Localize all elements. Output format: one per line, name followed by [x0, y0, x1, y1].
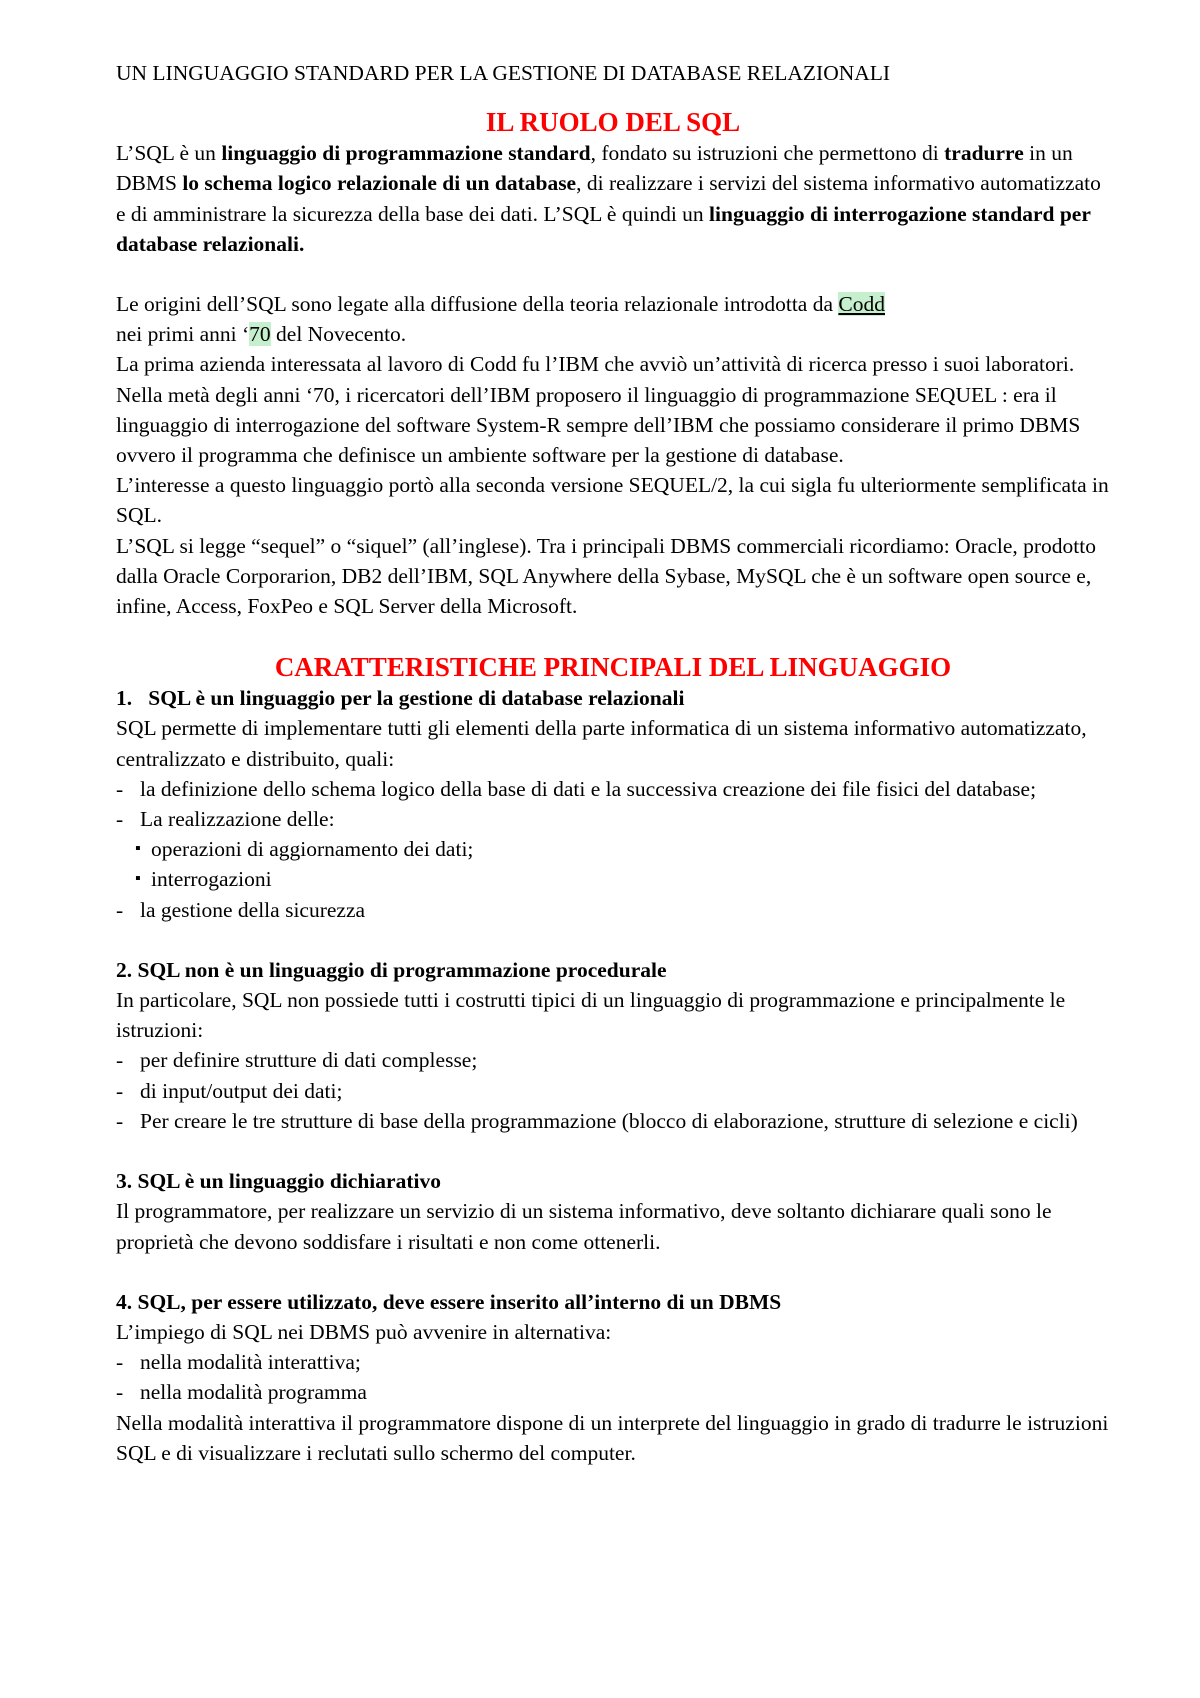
feature-1-sublist	[116, 834, 1110, 894]
paragraph-gap	[116, 1136, 1110, 1166]
list-item: - nella modalità interattiva;	[116, 1347, 1110, 1377]
list-item: - per definire strutture di dati complesse;	[116, 1045, 1110, 1075]
paragraph-gap	[116, 1257, 1110, 1287]
highlighted-codd: Codd	[838, 292, 885, 317]
feature-2-title: 2. SQL non è un linguaggio di programmazione procedurale	[116, 957, 667, 982]
feature-2-text: In particolare, SQL non possiede tutti i costrutti tipici di un linguaggio di programmazione e principalmente le istruzioni:	[116, 988, 1066, 1043]
feature-1-title: 1. SQL è un linguaggio per la gestione di database relazionali	[116, 686, 685, 711]
feature-4-title: 4. SQL, per essere utilizzato, deve essere inserito all’interno di un DBMS	[116, 1289, 782, 1314]
paragraph-gap	[116, 259, 1110, 289]
feature-3-title: 3. SQL è un linguaggio dichiarativo	[116, 1169, 441, 1194]
list-item: - la gestione della sicurezza	[116, 895, 1110, 925]
paragraph-gap	[116, 925, 1110, 955]
feature-1-text: SQL permette di implementare tutti gli elementi della parte informatica di un sistema informativo automatizzato, centralizzato e distribuito, quali:	[116, 716, 1087, 771]
list-item: - La realizzazione delle:	[116, 804, 1110, 834]
section-heading-ruolo: IL RUOLO DEL SQL	[485, 107, 741, 138]
section-heading-caratteristiche: CARATTERISTICHE PRINCIPALI DEL LINGUAGGIO	[274, 652, 952, 683]
sublist-item: ▪ interrogazioni	[135, 864, 1110, 894]
sublist-item: ▪ operazioni di aggiornamento dei dati;	[135, 834, 1110, 864]
feature-3-text: Il programmatore, per realizzare un servizio di un sistema informativo, deve soltanto dichiarare quali sono le proprietà che devono soddisfare i risultati e non come ottenerli.	[116, 1199, 1052, 1254]
bold-phrase: linguaggio di interrogazione standard per database relazionali.	[116, 201, 1091, 256]
bold-phrase: tradurre	[944, 141, 1024, 166]
feature-4-list	[116, 1347, 1110, 1407]
bold-phrase: lo schema logico relazionale di un database	[182, 171, 577, 196]
feature-2-list	[116, 1045, 1110, 1136]
highlighted-70: 70	[249, 322, 271, 347]
ibm-paragraph: La prima azienda interessata al lavoro di Codd fu l’IBM che avviò un’attività di ricerca presso i suoi laboratori.	[116, 352, 1075, 377]
list-item: - Per creare le tre strutture di base della programmazione (blocco di elaborazione, strutture di selezione e cicli)	[116, 1106, 1110, 1136]
list-item: - la definizione dello schema logico della base di dati e la successiva creazione dei file fisici del database;	[116, 774, 1110, 804]
dbms-paragraph: L’SQL si legge “sequel” o “siquel” (all’inglese). Tra i principali DBMS commerciali ricordiamo: Oracle, prodotto dalla Oracle Corporarion, DB2 dell’IBM, SQL Anywhere della Sybase, MySQL che è un software open source e, infine, Access, FoxPeo e SQL Server della Microsoft.	[116, 533, 1096, 619]
origins-paragraph: Le origini dell’SQL sono legate alla diffusione della teoria relazionale introdotta da Codd nei primi anni ‘70 del Novecento.	[116, 292, 885, 347]
intro-paragraph: L’SQL è un linguaggio di programmazione standard, fondato su istruzioni che permettono di tradurre in un DBMS lo schema logico relazionale di un database, di realizzare i servizi del sistema informativo automatizzato e di amministrare la sicurezza della base dei dati. L’SQL è quindi un linguaggio di interrogazione standard per database relazionali.	[116, 141, 1101, 256]
feature-4-text2: Nella modalità interattiva il programmatore dispone di un interprete del linguaggio in grado di tradurre le istruzioni SQL e di visualizzare i reclutati sullo schermo del computer.	[116, 1410, 1109, 1465]
bold-phrase: linguaggio di programmazione standard	[221, 141, 591, 166]
document-title: UN LINGUAGGIO STANDARD PER LA GESTIONE DI DATABASE RELAZIONALI	[116, 61, 891, 85]
list-item: - nella modalità programma	[116, 1377, 1110, 1407]
sequel-paragraph: Nella metà degli anni ‘70, i ricercatori dell’IBM proposero il linguaggio di programmazione SEQUEL : era il linguaggio di interrogazione del software System-R sempre dell’IBM che possiamo considerare il primo DBMS ovvero il programma che definisce un ambiente software per la gestione di database.	[116, 382, 1081, 468]
feature-1-list	[116, 774, 1110, 834]
list-item: - di input/output dei dati;	[116, 1076, 1110, 1106]
feature-1-list-cont	[116, 895, 1110, 925]
sequel2-paragraph: L’interesse a questo linguaggio portò alla seconda versione SEQUEL/2, la cui sigla fu ulteriormente semplificata in SQL.	[116, 473, 1109, 528]
feature-4-text: L’impiego di SQL nei DBMS può avvenire in alternativa:	[116, 1319, 612, 1344]
